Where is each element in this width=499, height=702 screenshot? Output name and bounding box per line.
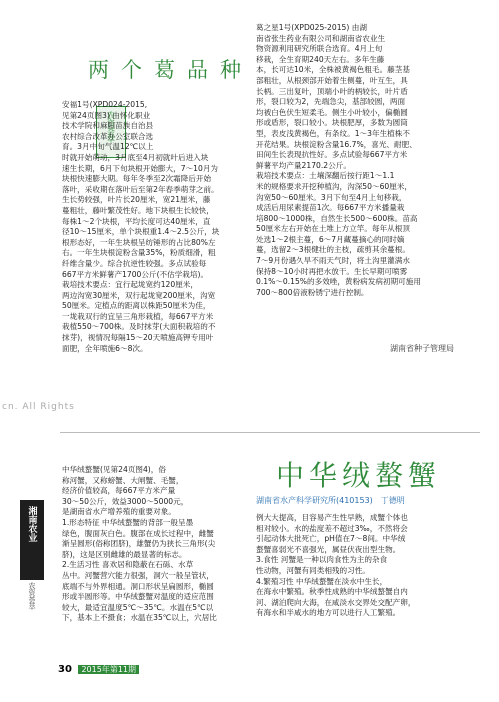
text-line: 例大大提高，目容易产生性早熟，成蟹个体也: [256, 513, 408, 522]
text-line: 长柄。三出复叶，顶端小叶的柄较长，叶片盾: [256, 86, 408, 96]
article1-title: 两个葛品种: [88, 58, 253, 82]
watermark: cn. All Rights: [2, 402, 75, 412]
text-line: 保持8～10小时再把水放干。生长早期可喷雾: [256, 266, 408, 276]
text-line: 性动物，河蟹有同类相残的习性。: [256, 565, 370, 575]
text-line: 物资源利用研究所联合选育。4月上旬: [256, 44, 383, 54]
text-line: 经济价值较高，每667平方米产量: [62, 486, 176, 496]
text-line: 在海水中繁殖。秋季性成熟的中华绒螯蟹自内: [256, 587, 408, 597]
side-label-black-text: 湘南农业: [26, 506, 37, 542]
text-line: 栽培技术要点：宜行起垅宽约120厘米，: [62, 280, 198, 290]
text-line: 沟宽50～60厘米。3月下旬至4月上旬移栽，: [256, 192, 407, 202]
page-number: 30: [58, 664, 72, 675]
text-line: 移栽，全生育期240天左右。多年生藤: [256, 54, 385, 64]
issue-label: 2015年第11期: [78, 665, 139, 674]
text-line: 本，长可达10米，全株被黄褐色粗毛。藤茎基: [256, 65, 410, 75]
text-line: 形或半圆形等。中华绒螯蟹对温度的适应范围: [62, 592, 214, 602]
text-line: 0.1%～0.15%的多效唑，黄粉病发病初期可施用: [256, 277, 421, 287]
text-line: 7～9月份遇久旱不雨天气时，将土沟里灌满水: [256, 256, 410, 266]
text-line: 有海水和半咸水的地方可以进行人工繁殖。: [256, 608, 401, 618]
text-line: 时就开始萌动，3月底至4月初就叶后进入块: [62, 152, 209, 162]
page-footer: [58, 664, 139, 675]
text-line: 每株1～2个块根，平均长度可达40厘米，直: [62, 216, 211, 226]
text-line: 见第24页图3) 由怀化职业: [62, 110, 151, 120]
text-line: 相对较小。水的盐度差不超过3‰，不然将会: [256, 523, 408, 533]
text-line: 鲜薯平均产量2170.2公斤。: [256, 160, 351, 170]
article2-left-column: [62, 465, 247, 624]
text-line: 径10～15厘米，单个块根重1.4～2.5公斤，块: [62, 227, 220, 237]
text-line: 根形态好，一年生块根呈纺锤形的占比80%左: [62, 237, 216, 247]
side-label-text: 农资荟萃: [106, 111, 116, 143]
text-line: 底端不与外界相通。洞口形状呈扁圆形，椭圆: [62, 581, 214, 591]
text-line: 脐)，这是区别雌雄的最显著的标志。: [62, 549, 187, 559]
text-line: 700～800倍液粉锈宁进行控制。: [256, 287, 369, 297]
text-line: 均被白色伏生短柔毛。侧生小叶较小，偏椭圆: [256, 107, 408, 117]
text-line: 安福1号(XPD024-2015,: [62, 100, 148, 109]
article1-right-column: [256, 23, 476, 298]
article1-author: 湖南省种子管理局: [390, 344, 454, 353]
text-line: 4.繁殖习性 中华绒螯蟹在淡水中生长，: [256, 576, 388, 586]
text-line: 生长势较强，叶片长20厘米，宽21厘米，藤: [62, 195, 211, 205]
text-line: 蔓粗壮，藤叶繁茂性好。地下块根生长较快，: [62, 205, 214, 215]
article2-author: 湖南省水产科学研究所(410153) 丁德明: [256, 496, 405, 505]
side-label-small-text: 农资荟萃: [28, 582, 36, 610]
text-line: 是湖南省水产增养殖的重要对象。: [62, 507, 176, 517]
text-line: 右。一年生块根淀粉含量35%，粉质细滑，粗: [62, 248, 216, 258]
text-line: 面肥，全年喷施6～8次。: [62, 343, 148, 353]
text-line: 米的规格要求开挖种植沟，沟深50～60厘米，: [256, 181, 413, 191]
text-line: 下，基本上不摄食；水温在35℃以上，穴居比: [62, 613, 217, 623]
text-line: 育。3月中旬气温12℃以上: [62, 142, 154, 152]
article-divider: [60, 432, 480, 433]
text-line: 30～50公斤，效益3000～5000元，: [62, 496, 189, 506]
text-line: 中华绒螯蟹(见第24页图4)，俗: [62, 465, 166, 474]
text-line: 50厘米左右开始在土堆上方立竿。每年从根顶: [256, 224, 410, 234]
text-line: 一垅栽双行的宜呈三角形栽植，每667平方米: [62, 311, 214, 321]
article2-side-label: [20, 500, 44, 580]
text-line: 河、湖泊爬向大海，在咸淡水交界处交配产卵，: [256, 597, 416, 607]
text-line: 葛之星1号(XPD025-2015) 由湖: [256, 23, 367, 32]
text-line: 农村综合改革办公室联合选: [62, 131, 154, 141]
text-line: 两边沟宽30厘米，双行起垅宽200厘米，沟宽: [62, 290, 216, 300]
text-line: 栽植550～700株。及时抹芽(大面积栽培的不: [62, 322, 216, 332]
text-line: 丛中。河蟹营穴能力很强，洞穴一般呈管状，: [62, 570, 214, 580]
text-line: 南省张生药业有限公司和湖南省农业生: [256, 33, 386, 43]
text-line: 螯蟹喜弱光不喜强光，属昼伏夜出型生物。: [256, 544, 401, 554]
text-line: 型，表皮浅黄褐色，有条纹。1～3年生植株不: [256, 128, 410, 138]
text-line: 蔓，选留2～3根健壮的主枝，疏剪其余蔓根。: [256, 245, 410, 255]
text-line: 较大，最适宜温度5℃～35℃。水温在5℃以: [62, 602, 214, 612]
text-line: 2.生活习性 喜欢居和隐蔽在石砾、水草: [62, 560, 194, 570]
text-line: 50厘米。定植点的距离以株距50厘米为佳，: [62, 301, 211, 311]
text-line: 成活后用尿素提苗1次。每667平方米播量栽: [256, 203, 405, 213]
text-line: 1.形态特征 中华绒螯蟹的背部一般呈墨: [62, 517, 194, 527]
text-line: 开花结果。块根淀粉含量16.7%，喜光、耐肥、: [256, 139, 417, 149]
text-line: 栽培技术要点：土壤深翻后按行距1～1.1: [256, 171, 395, 181]
text-line: 渐呈圆形(俗称团脐)，雄蟹仍为狭长三角形(尖: [62, 539, 216, 549]
text-line: 形或盾形，裂口较小。块根肥厚，多数为圆筒: [256, 118, 408, 128]
text-line: 绿色，腹面灰白色。腹部在成长过程中，雌蟹: [62, 528, 214, 538]
text-line: 部粗壮，从根颈部开始着生侧蔓，叶互生，具: [256, 75, 408, 85]
article2-side-label-small: [20, 582, 44, 612]
text-line: 块根快速膨大期。每年冬季至2次霜降后开始: [62, 174, 212, 184]
text-line: 速生长期，6月下旬块根开始膨大，7～10月为: [62, 163, 219, 173]
text-line: 技术学院和麻阳苗族自治县: [62, 121, 154, 131]
text-line: 引起动体大批死亡，pH值在7～8间。中华绒: [256, 534, 406, 544]
text-line: 667平方米鲜薯产1700公斤(不估学栽培)。: [62, 269, 209, 279]
article1-left-column: [62, 100, 242, 354]
text-line: 处选1～2根主蔓，6～7月藏蔓摘心的同时嫡: [256, 234, 405, 244]
text-line: 称河蟹，又称螃蟹、大闸蟹、毛蟹，: [62, 475, 184, 485]
article2-right-column: [256, 513, 476, 619]
text-line: 纤维含量少。综合抗逆性较强。多点试验每: [62, 258, 207, 268]
text-line: 3.食性 河蟹是一种以肉食性为主的杂食: [256, 555, 388, 565]
text-line: 培800～1000株，自然生长500～600株。苗高: [256, 213, 418, 223]
text-line: 抹芽)，视情况每隔15～20天喷施高钾专用叶: [62, 333, 214, 343]
article2-title: 中华绒螯蟹: [276, 459, 442, 492]
text-line: 田间生长表现抗性好。多点试验每667平方米: [256, 150, 408, 160]
text-line: 形，裂口较为2，先端急尖，基部较圆，两面: [256, 97, 406, 107]
text-line: 落叶，采收期在落叶后至第2年春季萌芽之前。: [62, 184, 219, 194]
